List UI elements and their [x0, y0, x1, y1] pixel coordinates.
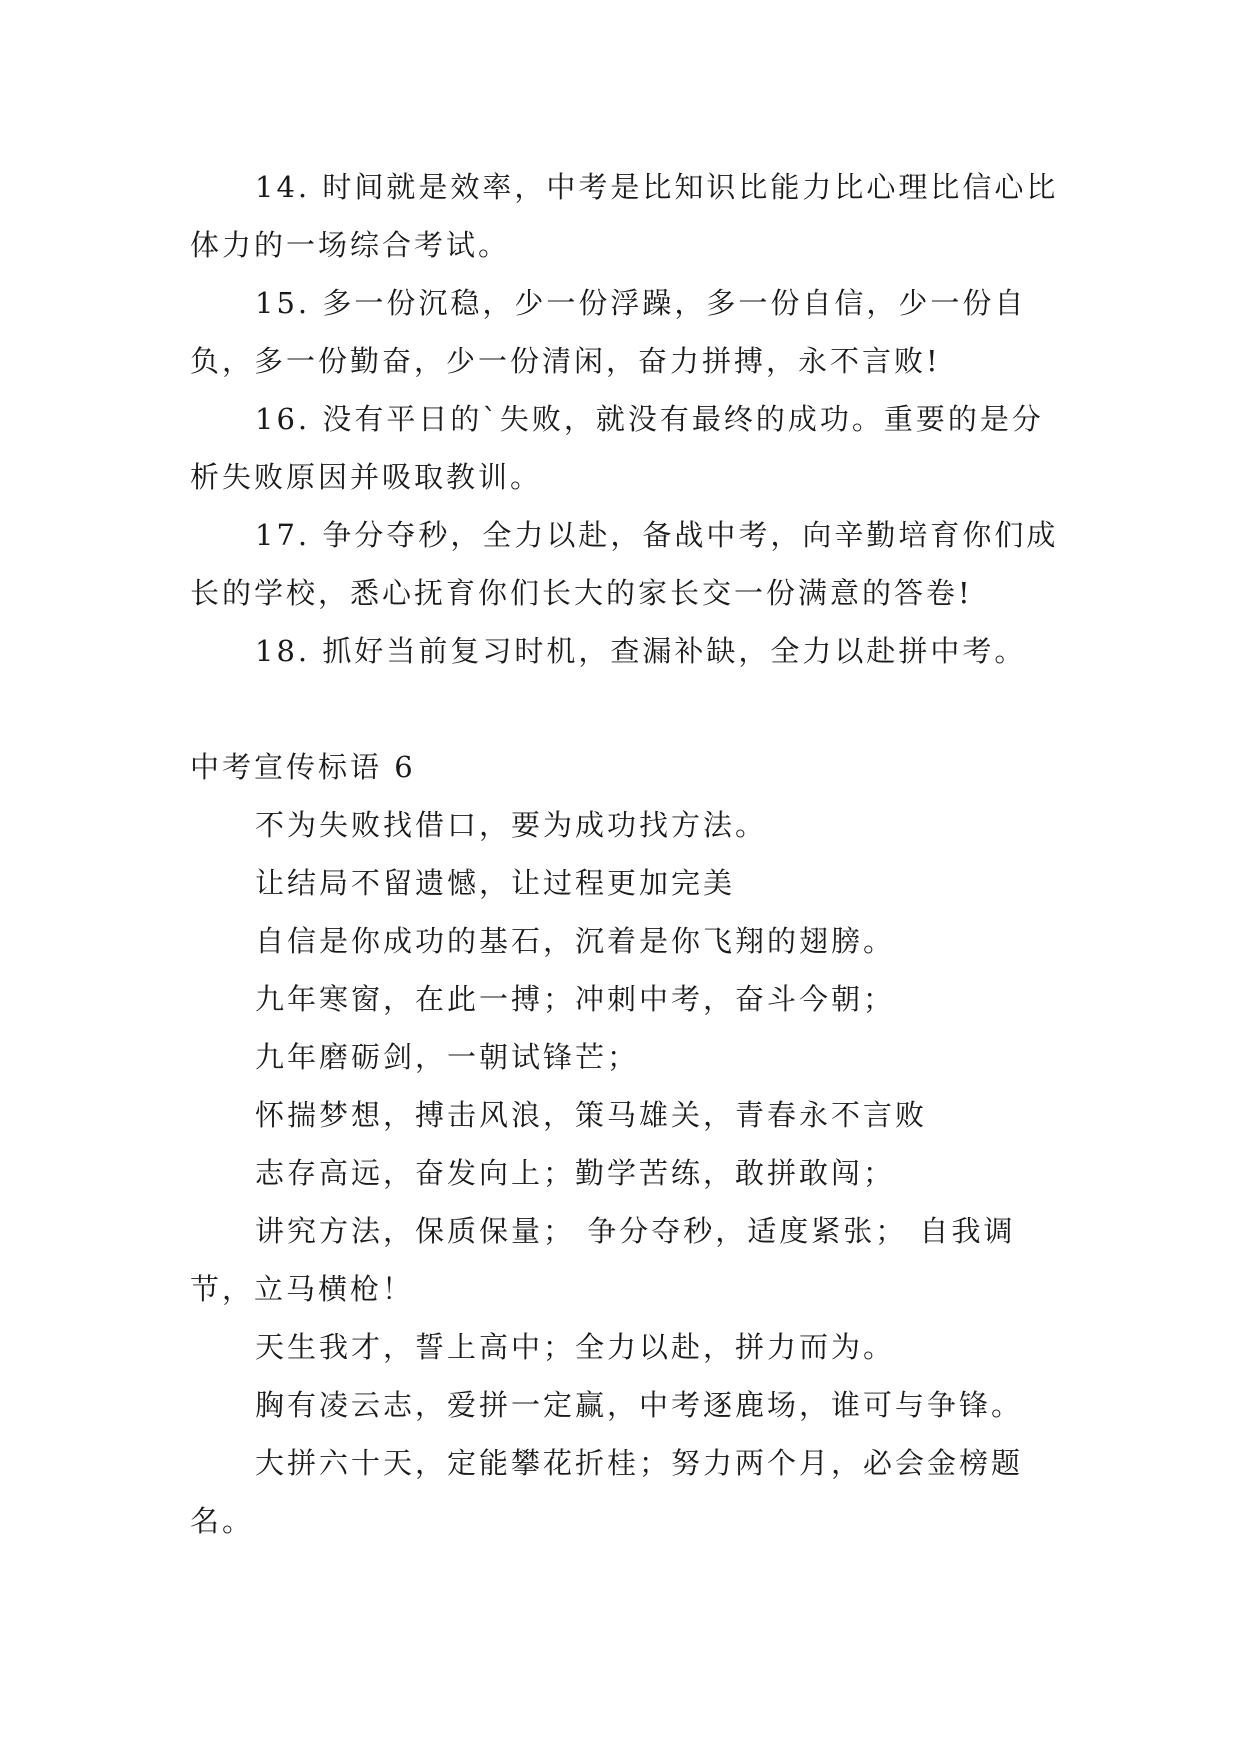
slogan-line: 天生我才，誓上高中；全力以赴，拼力而为。: [255, 1330, 896, 1364]
paragraph-14: 14. 时间就是效率，中考是比知识比能力比心理比信心比体力的一场综合考试。: [190, 170, 1059, 262]
paragraph-16: 16. 没有平日的`失败，就没有最终的成功。重要的是分析失败原因并吸取教训。: [190, 402, 1044, 494]
slogan-line: 九年寒窗，在此一搏；冲刺中考，奋斗今朝；: [255, 982, 896, 1016]
paragraph-18: 18. 抓好当前复习时机，查漏补缺，全力以赴拼中考。: [255, 634, 1027, 668]
slogan-line: 讲究方法，保质保量； 争分夺秒，适度紧张； 自我调节，立马横枪！: [190, 1214, 1016, 1306]
slogan-line: 胸有凌云志，爱拼一定赢，中考逐鹿场，谁可与争锋。: [255, 1388, 1024, 1422]
slogan-line: 怀揣梦想，搏击风浪，策马雄关，青春永不言败: [255, 1098, 928, 1132]
paragraph-15: 15. 多一份沉稳，少一份浮躁，多一份自信，少一份自负，多一份勤奋，少一份清闲，奋力拼搏，永不言败!: [190, 286, 1027, 378]
slogan-line: 让结局不留遗憾，让过程更加完美: [255, 866, 736, 900]
slogan-line: 自信是你成功的基石，沉着是你飞翔的翅膀。: [255, 924, 896, 958]
section-heading: 中考宣传标语 6: [190, 750, 416, 784]
slogan-line: 不为失败找借口，要为成功找方法。: [255, 808, 768, 842]
slogan-line: 志存高远，奋发向上；勤学苦练，敢拼敢闯；: [255, 1156, 896, 1190]
slogan-line: 大拼六十天，定能攀花折桂；努力两个月，必会金榜题名。: [190, 1446, 1024, 1538]
slogan-line: 九年磨砺剑，一朝试锋芒；: [255, 1040, 640, 1074]
document-body: [190, 158, 1070, 1550]
paragraph-17: 17. 争分夺秒，全力以赴，备战中考，向辛勤培育你们成长的学校，悉心抚育你们长大的家长交一份满意的答卷!: [190, 518, 1059, 610]
